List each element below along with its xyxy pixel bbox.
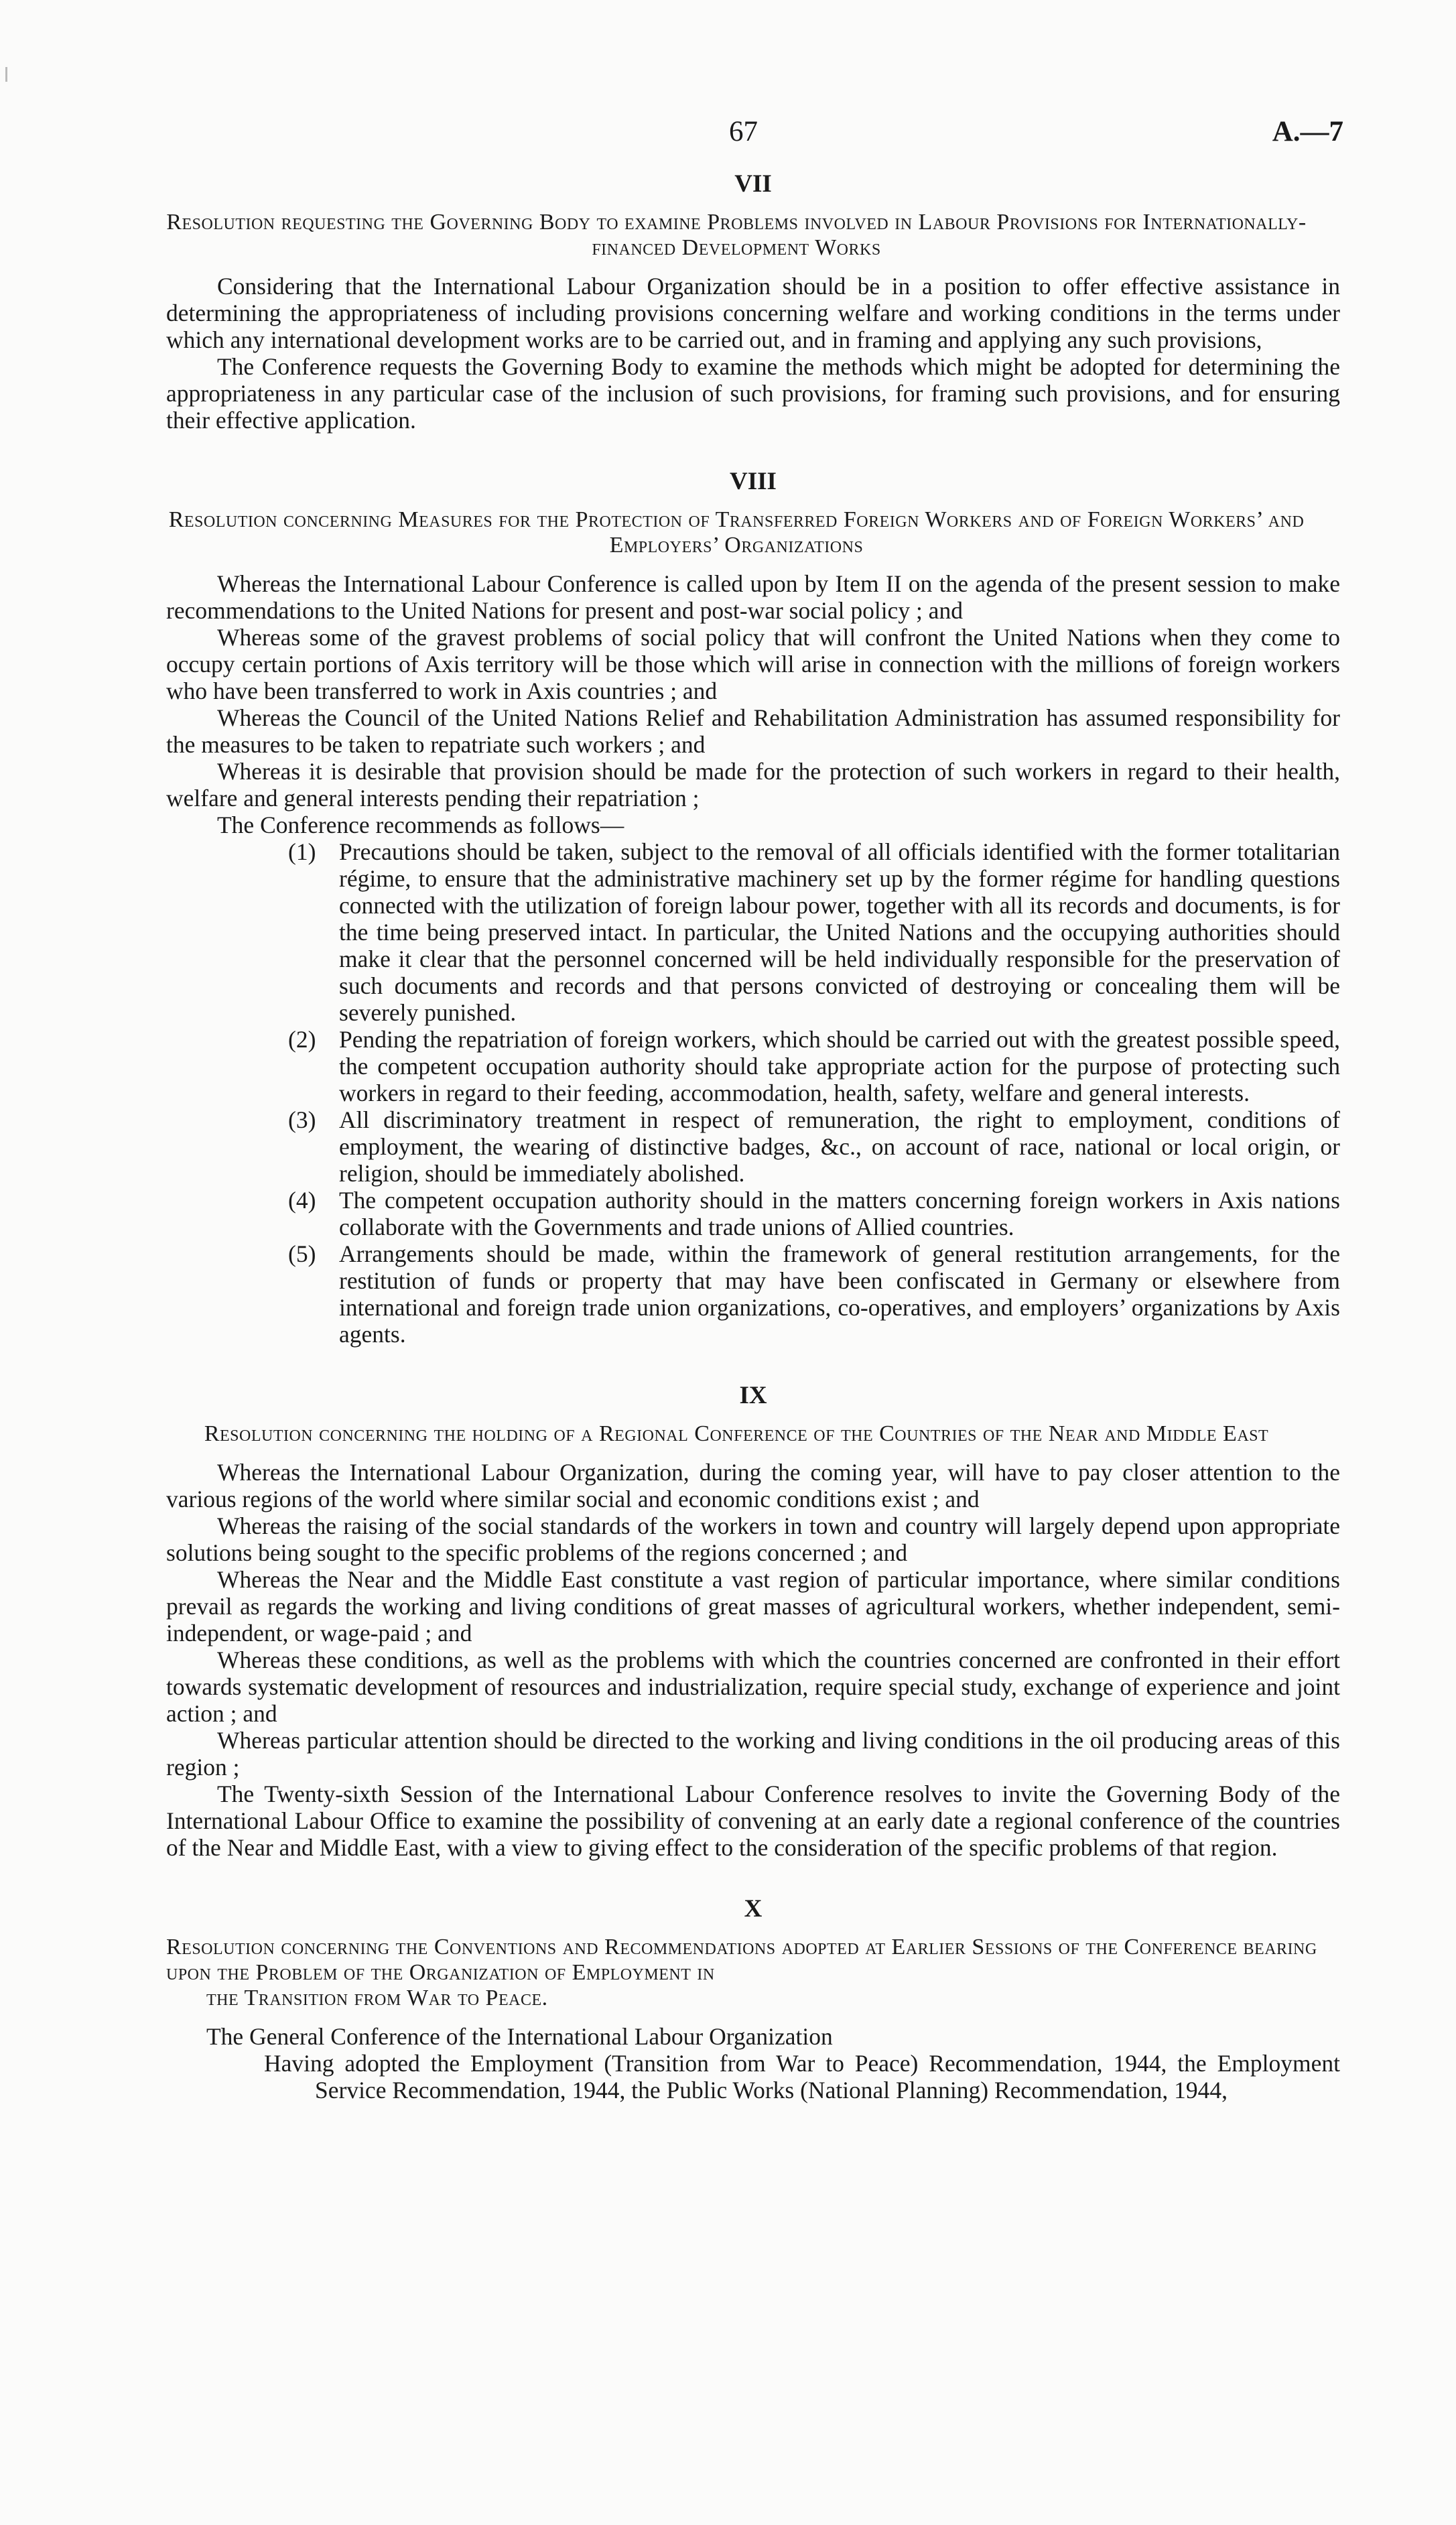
section-numeral: IX (739, 1382, 767, 1409)
document-reference: A.—7 (1272, 116, 1343, 147)
section-ix (166, 1382, 1340, 1861)
item-number: (3) (288, 1106, 316, 1133)
paragraph: The Twenty-sixth Session of the International Labour Conference resolves to invite the Governing Body of the International Labour Office to examine the possibility of convening at an early date a regional conference of the countries of the Near and Middle East, with a view to giving effect to the consideration of the specific problems of that region. (166, 1781, 1340, 1861)
section-viii (166, 468, 1340, 1348)
item-number: (1) (288, 838, 316, 865)
section-title-line-2: the Transition from War to Peace. (206, 1986, 548, 2010)
item-number: (5) (288, 1240, 316, 1267)
paragraph: Whereas the Near and the Middle East constitute a vast region of particular importance, where similar conditions prevail as regards the working and living conditions of great masses of agricultural workers, whether independent, semi-independent, or wage-paid ; and (166, 1566, 1340, 1646)
section-vii (166, 171, 1340, 434)
section-title: Resolution requesting the Governing Body to examine Problems involved in Labour Provisions for Internationally-financed Development Works (166, 210, 1307, 260)
list-item (166, 1106, 1340, 1187)
list-item (166, 1240, 1340, 1348)
paragraph: Having adopted the Employment (Transition from War to Peace) Recommendation, 1944, the Employment Service Recommendation, 1944, the Public Works (National Planning) Recommendation, 1944, (264, 2050, 1340, 2103)
paragraph: Whereas these conditions, as well as the problems with which the countries concerned are confronted in their effort towards systematic development of resources and industrialization, require special study, exchange of experience and joint action ; and (166, 1646, 1340, 1727)
paragraph: Whereas the International Labour Conference is called upon by Item II on the agenda of the present session to make recommendations to the United Nations for present and post-war social policy ; and (166, 570, 1340, 624)
page-number: 67 (729, 116, 758, 147)
list-item (166, 838, 1340, 1026)
section-title (166, 1935, 1340, 2011)
paragraph: The Conference requests the Governing Body to examine the methods which might be adopted for determining the appropriateness in any particular case of the inclusion of such provisions, for framing such provisions, and for ensuring their effective application. (166, 353, 1340, 434)
item-text: All discriminatory treatment in respect of remuneration, the right to employment, conditions of employment, the wearing of distinctive badges, &c., on account of race, national or local origin, or religion, should be immediately abolished. (339, 1106, 1340, 1187)
section-numeral: VIII (730, 468, 777, 495)
scan-margin-mark (5, 67, 7, 82)
item-text: Pending the repatriation of foreign workers, which should be carried out with the greatest possible speed, the competent occupation authority should take appropriate action for the purpose of protecting such workers in regard to their feeding, accommodation, health, safety, welfare and general interests. (339, 1026, 1340, 1106)
paragraph: Whereas particular attention should be directed to the working and living conditions in the oil producing areas of this region ; (166, 1727, 1340, 1781)
section-title-line-1: Resolution concerning the Conventions and Recommendations adopted at Earlier Sessions of the Conference bearing upon the Problem of the Organization of Employment in (166, 1935, 1317, 1985)
item-number: (4) (288, 1187, 316, 1214)
section-x (166, 1896, 1340, 2103)
item-number: (2) (288, 1026, 316, 1053)
paragraph: Whereas it is desirable that provision should be made for the protection of such workers in regard to their health, welfare and general interests pending their repatriation ; (166, 758, 1340, 812)
section-numeral: X (744, 1895, 763, 1923)
section-numeral: VII (734, 170, 772, 198)
page-header (0, 115, 1456, 155)
section-title: Resolution concerning Measures for the Protection of Transferred Foreign Workers and of Foreign Workers’ and Employers’ Organizations (168, 507, 1305, 558)
item-text: The competent occupation authority should in the matters concerning foreign workers in Axis nations collaborate with the Governments and trade unions of Allied countries. (339, 1187, 1340, 1240)
paragraph: Whereas the Council of the United Nations Relief and Rehabilitation Administration has assumed responsibility for the measures to be taken to repatriate such workers ; and (166, 704, 1340, 758)
list-item (166, 1187, 1340, 1240)
item-text: Arrangements should be made, within the framework of general restitution arrangements, for the restitution of funds or property that may have been confiscated in Germany or elsewhere from international and foreign trade union organizations, co-operatives, and employers’ organizations by Axis agents. (339, 1240, 1340, 1348)
paragraph: Considering that the International Labour Organization should be in a position to offer effective assistance in determining the appropriateness of including provisions concerning welfare and working conditions in the terms under which any international development works are to be carried out, and in framing and applying any such provisions, (166, 273, 1340, 353)
item-text: Precautions should be taken, subject to the removal of all officials identified with the former totalitarian régime, to ensure that the administrative machinery set up by the former régime for handling questions connected with the utilization of foreign labour power, together with all its records and documents, is for the time being preserved intact. In particular, the United Nations and the occupying authorities should make it clear that the personnel concerned will be held individually responsible for the preservation of such documents and records and that persons convicted of destroying or concealing them will be severely punished. (339, 838, 1340, 1026)
paragraph: Whereas the raising of the social standards of the workers in town and country will largely depend upon appropriate solutions being sought to the specific problems of the regions concerned ; and (166, 1512, 1340, 1566)
list-item (166, 1026, 1340, 1106)
section-title: Resolution concerning the holding of a Regional Conference of the Countries of the Near and Middle East (204, 1421, 1269, 1446)
paragraph: The Conference recommends as follows— (217, 812, 624, 838)
paragraph: Whereas some of the gravest problems of social policy that will confront the United Nations when they come to occupy certain portions of Axis territory will be those which will arise in connection with the millions of foreign workers who have been transferred to work in Axis countries ; and (166, 624, 1340, 704)
document-body (166, 171, 1340, 2103)
paragraph: The General Conference of the International Labour Organization (206, 2023, 833, 2050)
paragraph: Whereas the International Labour Organization, during the coming year, will have to pay closer attention to the various regions of the world where similar social and economic conditions exist ; and (166, 1459, 1340, 1512)
